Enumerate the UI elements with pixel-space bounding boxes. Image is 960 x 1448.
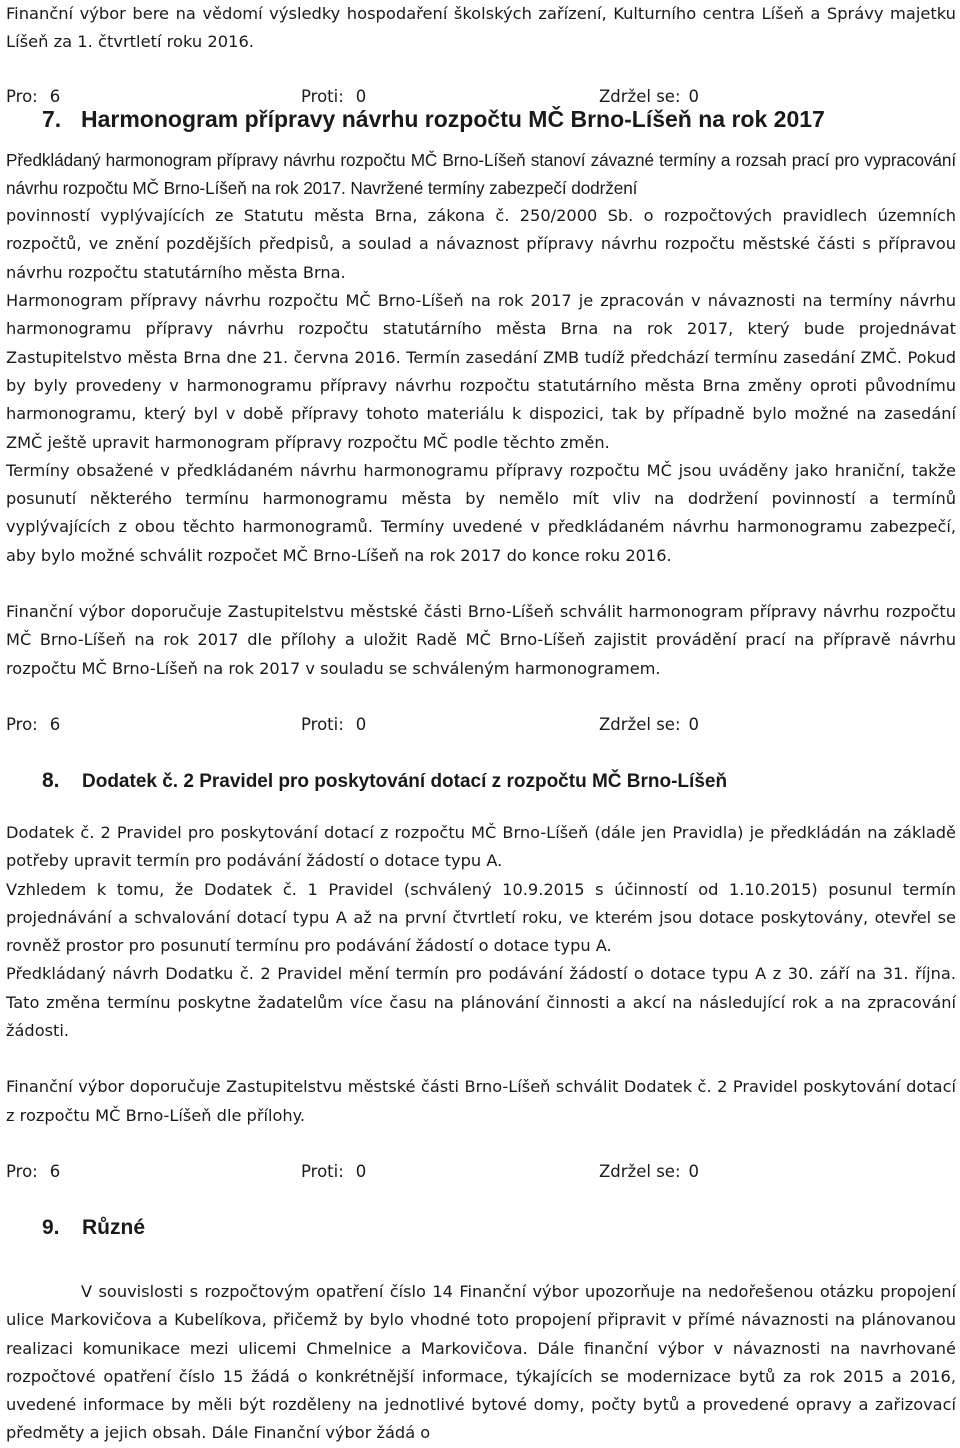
- section-8-title: Dodatek č. 2 Pravidel pro poskytování dotací z rozpočtu MČ Brno-Líšeň: [82, 770, 728, 792]
- vote-proti-value: 0: [355, 1161, 367, 1181]
- vote-pro-value: 6: [49, 714, 61, 734]
- vote-zdrzel-value: 0: [688, 1161, 700, 1181]
- section-7-heading: [6, 103, 956, 136]
- section-9-title: Různé: [82, 1215, 145, 1239]
- section-9-paragraph-1: V souvislosti s rozpočtovým opatření číslo 14 Finanční výbor upozorňuje na nedořešenou otázku propojení ulice Markovičova a Kubelíkova, přičemž by bylo vhodné toto propojení připravit v přímé návaznosti na plánovanou realizaci komunikace mezi ulicemi Chmelnice a Markovičova. Dále finanční výbor v návaznosti na navrhované rozpočtové opatření číslo 15 žádá o konkrétnější informace, týkajících se modernizace bytů za rok 2015 a 2016, uvedené informace by měli být rozděleny na jednotlivé bytové domy, počty bytů a provedené opravy a zařizovací předměty a jejich obsah. Dále Finanční výbor žádá o: [6, 1281, 956, 1443]
- document-page: [6, 0, 956, 1448]
- spacer: [6, 57, 956, 83]
- section-7-resolution: Finanční výbor doporučuje Zastupitelstvu městské části Brno-Líšeň schválit harmonogram přípravy návrhu rozpočtu MČ Brno-Líšeň na rok 2017 dle přílohy a uložit Radě MČ Brno-Líšeň zajistit provádění prací na přípravě návrhu rozpočtu MČ Brno-Líšeň na rok 2017 v souladu se schváleným harmonogramem.: [6, 602, 956, 678]
- vote-pro-label: Pro:: [6, 86, 38, 106]
- vote-pro-label: Pro:: [6, 1161, 38, 1181]
- vote-proti-value: 0: [355, 86, 367, 106]
- spacer: [6, 683, 956, 711]
- section-7-paragraph-3: Termíny obsažené v předkládaném návrhu harmonogramu přípravy rozpočtu MČ jsou uváděny jako hraniční, takže posunutí některého termínu harmonogramu města by nemělo mít vliv na dodržení povinností a termínů vyplývajících z obou těchto harmonogramů. Termíny uvedené v předkládaném návrhu harmonogramu zabezpečí, aby bylo možné schválit rozpočet MČ Brno-Líšeň na rok 2017 do konce roku 2016.: [6, 460, 956, 565]
- vote-row: [6, 1158, 956, 1186]
- section-7-title: Harmonogram přípravy návrhu rozpočtu MČ Brno-Líšeň na rok 2017: [81, 105, 825, 132]
- section-8-heading: [6, 763, 956, 799]
- section-8-paragraph-3: Předkládaný návrh Dodatku č. 2 Pravidel mění termín pro podávání žádostí o dotace typu A z 30. září na 31. října. Tato změna termínu poskytne žadatelům více času na plánování činnosti a akcí na následující rok a na zpracování žádosti.: [6, 964, 956, 1041]
- vote-proti-value: 0: [355, 714, 367, 734]
- section-8-resolution: Finanční výbor doporučuje Zastupitelstvu městské části Brno-Líšeň schválit Dodatek č. 2 Pravidel poskytování dotací z rozpočtu MČ Brno-Líšeň dle přílohy.: [6, 1077, 956, 1125]
- section-8-number: 8.: [42, 768, 60, 792]
- section-7-paragraph-1b: povinností vyplývajících ze Statutu města Brna, zákona č. 250/2000 Sb. o rozpočtových pravidlech územních rozpočtů, ve znění pozdějších předpisů, a soulad a návaznost přípravy návrhu rozpočtu městské části s přípravou návrhu rozpočtu statutárního města Brna.: [6, 206, 956, 282]
- intro-paragraph: Finanční výbor bere na vědomí výsledky hospodaření školských zařízení, Kulturního centra Líšeň a Správy majetku Líšeň za 1. čtvrtletí roku 2016.: [6, 4, 956, 52]
- spacer: [6, 1045, 956, 1073]
- section-7-number: 7.: [42, 105, 62, 132]
- vote-pro-label: Pro:: [6, 714, 38, 734]
- vote-proti-label: Proti:: [301, 1161, 344, 1181]
- vote-zdrzel-label: Zdržel se:: [599, 714, 681, 734]
- vote-proti-label: Proti:: [301, 714, 344, 734]
- section-9-number: 9.: [42, 1215, 60, 1239]
- section-8-paragraph-2: Vzhledem k tomu, že Dodatek č. 1 Pravidel (schválený 10.9.2015 s účinností od 1.10.2015) posunul termín projednávání a schvalování dotací typu A až na první čtvrtletí roku, ve kterém jsou dotace poskytovány, otevřel se rovněž prostor pro posunutí termínu pro podávání žádostí o dotace typu A.: [6, 879, 956, 956]
- section-7-paragraph-1a: Předkládaný harmonogram přípravy návrhu rozpočtu MČ Brno-Líšeň stanoví závazné termíny a rozsah prací pro vypracování návrhu rozpočtu MČ Brno-Líšeň na rok 2017. Navržené termíny zabezpečí dodržení: [6, 149, 956, 198]
- spacer: [6, 570, 956, 598]
- vote-zdrzel-value: 0: [688, 714, 700, 734]
- vote-row: [6, 711, 956, 739]
- section-7-paragraph-2: Harmonogram přípravy návrhu rozpočtu MČ Brno-Líšeň na rok 2017 je zpracován v návaznosti na termíny návrhu harmonogramu přípravy návrhu rozpočtu statutárního města Brna na rok 2017, který bude projednávat Zastupitelstvo města Brna dne 21. června 2016. Termín zasedání ZMB tudíž předchází termínu zasedání ZMČ. Pokud by byly provedeny v harmonogramu přípravy návrhu rozpočtu statutárního města Brna změny oproti původnímu harmonogramu, který byl v době přípravy tohoto materiálu k dispozici, tak by případně bylo možné na zasedání ZMČ ještě upravit harmonogram přípravy rozpočtu MČ podle těchto změn.: [6, 291, 956, 452]
- vote-proti-label: Proti:: [301, 86, 344, 106]
- vote-pro-value: 6: [49, 86, 61, 106]
- section-8-paragraph-1: Dodatek č. 2 Pravidel pro poskytování dotací z rozpočtu MČ Brno-Líšeň (dále jen Pravidla) je předkládán na základě potřeby upravit termín pro podávání žádostí o dotace typu A.: [6, 822, 956, 871]
- section-9-heading: [6, 1210, 956, 1246]
- vote-pro-value: 6: [49, 1161, 61, 1181]
- vote-zdrzel-label: Zdržel se:: [599, 86, 681, 106]
- vote-zdrzel-label: Zdržel se:: [599, 1161, 681, 1181]
- spacer: [6, 1130, 956, 1158]
- vote-zdrzel-value: 0: [688, 86, 700, 106]
